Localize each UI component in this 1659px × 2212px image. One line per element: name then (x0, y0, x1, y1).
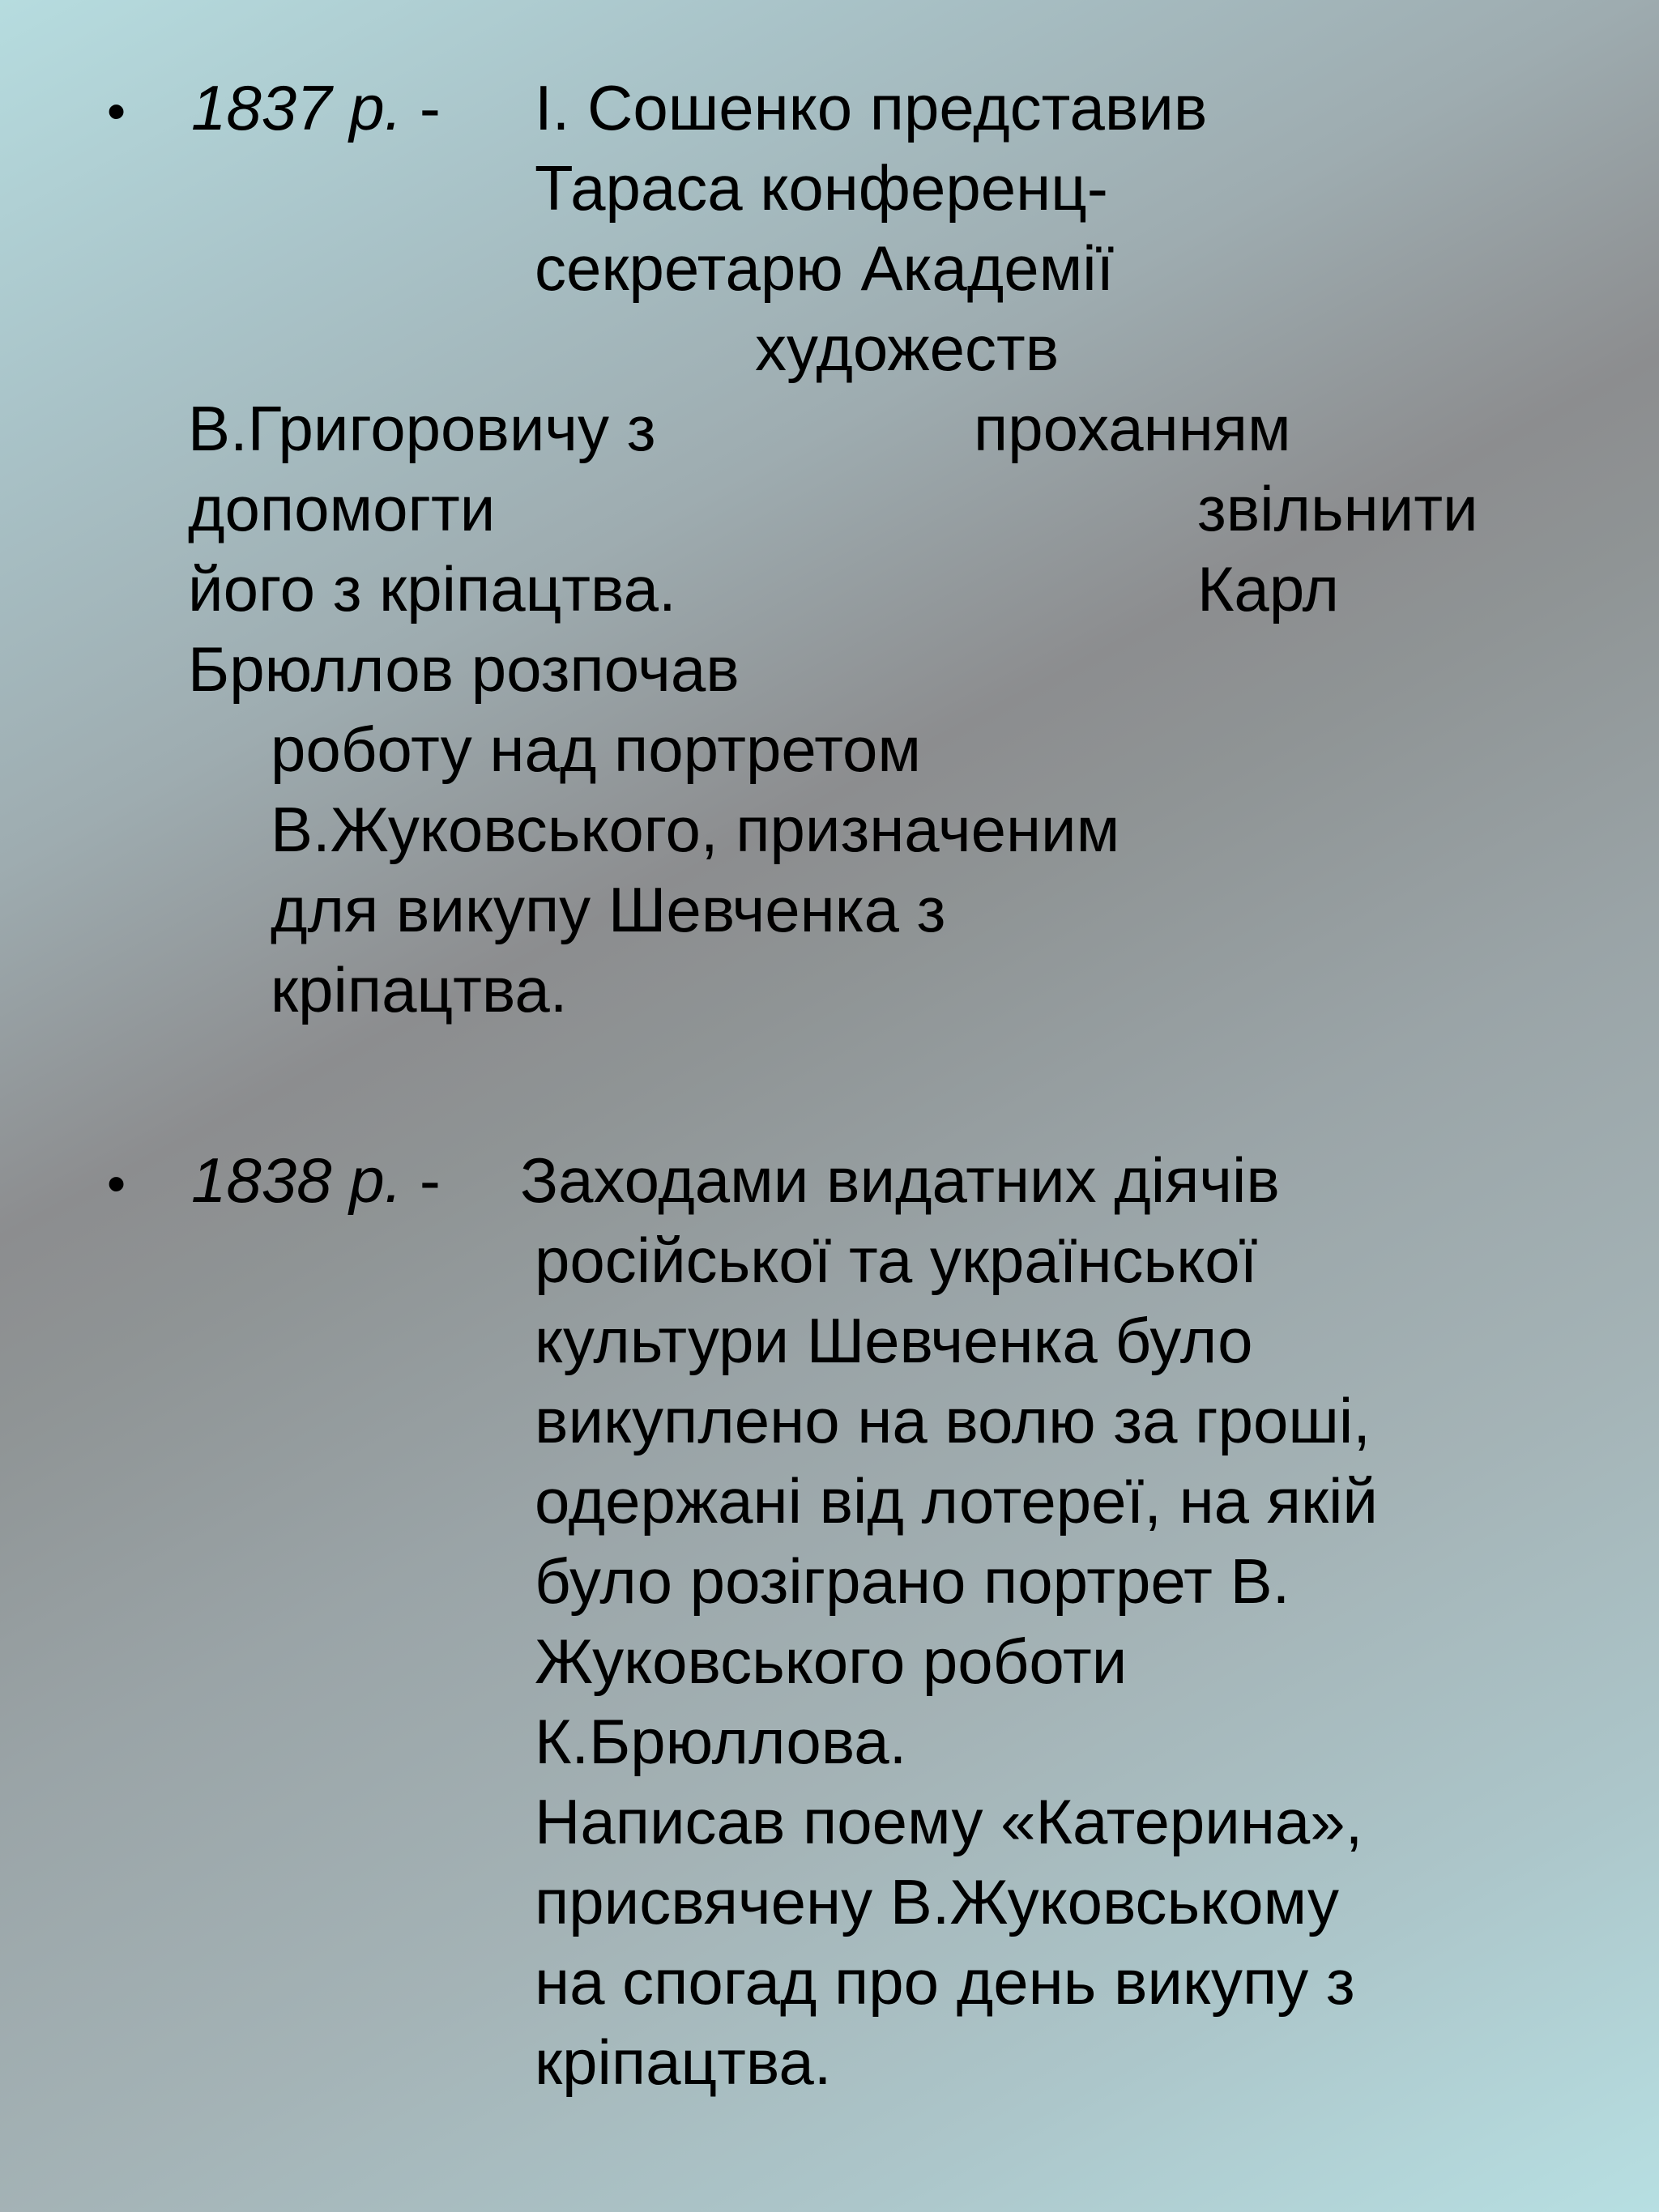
entry-1837-line: звільнити (1197, 473, 1478, 544)
entry-1838-line: Заходами видатних діячів (520, 1144, 1280, 1216)
entry-1837-year: 1837 р. (191, 72, 403, 143)
entry-1837-line: В.Жуковського, призначеним (271, 794, 1120, 865)
entry-1837-line: Карл (1197, 553, 1340, 624)
entry-1838-line: викуплено на волю за гроші, (535, 1385, 1371, 1456)
entry-1838-line: Жуковського роботи (535, 1626, 1128, 1697)
entry-1837-line: кріпацтва. (271, 954, 568, 1025)
entry-1837-line: його з кріпацтва. (188, 553, 676, 624)
entry-1838-line: Написав поему «Катерина», (535, 1786, 1363, 1857)
entry-1838-dash: - (402, 1144, 441, 1216)
entry-1838-line: присвячену В.Жуковському (535, 1866, 1340, 1937)
entry-1838-line: кріпацтва. (535, 2027, 832, 2098)
entry-1838-year: 1838 р. (191, 1144, 403, 1216)
entry-1837-line: художеств (755, 313, 1060, 384)
entry-1837-line: допомогти (188, 473, 496, 544)
bullet-marker: • (107, 81, 126, 141)
entry-1838-line: культури Шевченка було (535, 1305, 1253, 1376)
entry-1837-line: для викупу Шевченка з (271, 874, 946, 945)
entry-1838-line: на спогад про день викупу з (535, 1946, 1355, 2018)
entry-1838-header (191, 1140, 441, 1220)
entry-1837-line: секретарю Академії (535, 232, 1115, 304)
entry-1837-line: Брюллов розпочав (188, 633, 740, 705)
bullet-marker: • (107, 1153, 126, 1213)
entry-1837-line: роботу над портретом (271, 714, 922, 785)
entry-1837-line: В.Григоровичу з (188, 393, 656, 464)
entry-1837-line: проханням (974, 393, 1291, 464)
entry-1837-line: І. Сошенко представив (535, 72, 1208, 143)
entry-1837-dash: - (402, 72, 441, 143)
entry-1838-line: російської та української (535, 1225, 1258, 1296)
entry-1838-line: К.Брюллова. (535, 1706, 907, 1777)
entry-1838-line: було розіграно портрет В. (535, 1545, 1290, 1617)
entry-1837-header (191, 68, 441, 147)
entry-1837-line: Тараса конференц- (535, 152, 1108, 224)
entry-1838-line: одержані від лотереї, на якій (535, 1465, 1378, 1536)
